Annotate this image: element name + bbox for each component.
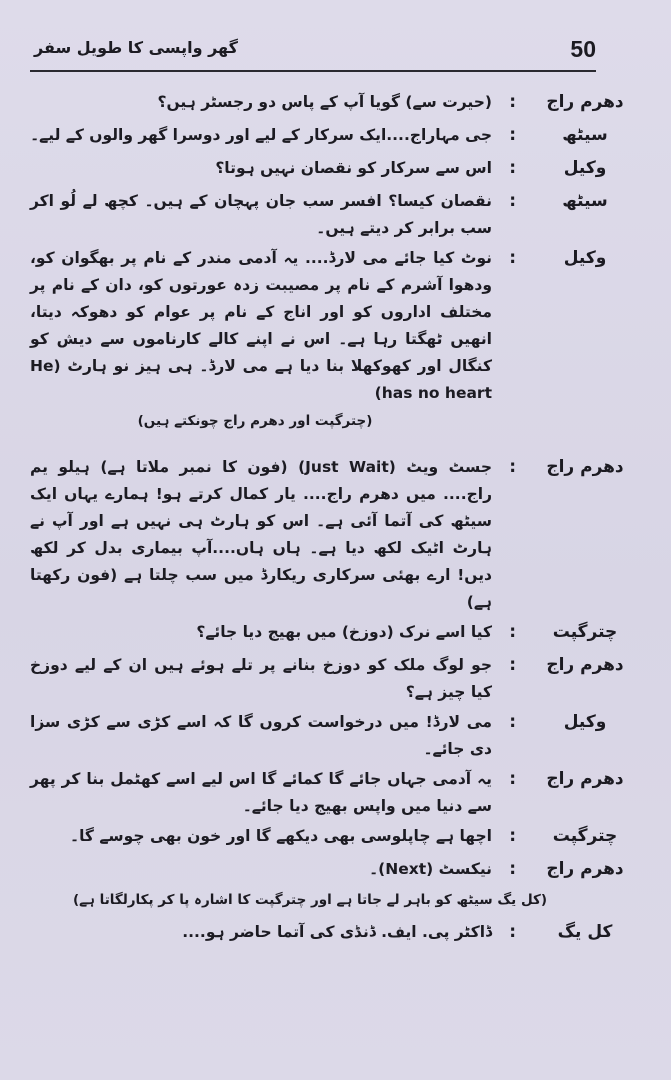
dialogue-line (30, 451, 630, 616)
speaker-name: وکیل (563, 158, 607, 178)
dialogue-text: ڈاکٹر پی. ایف. ڈنڈی کی آتما حاضر ہو.... (182, 923, 492, 941)
page-header (30, 36, 596, 72)
colon: : (509, 158, 516, 178)
colon: : (509, 655, 516, 675)
speaker-name: دھرم راج (546, 92, 624, 112)
speaker-name: دھرم راج (546, 457, 624, 477)
dialogue-text: جی مہاراج....ایک سرکار کے لیے اور دوسرا گھر والوں کے لیے۔ (30, 126, 492, 144)
dialogue-text: اچھا ہے چاپلوسی بھی دیکھے گا اور خون بھی چوسے گا۔ (70, 827, 492, 845)
page-number: 50 (570, 36, 596, 62)
dialogue-text: نوٹ کیا جائے می لارڈ.... یہ آدمی مندر کے نام پر بھگوان کو، ودھوا آشرم کے نام پر مصیبت زدہ عورتوں کو، دان کے نام پر مختلف اداروں کو اور اناج کے نام پر عوام کو دھوکہ دیتا، انھیں ٹھگتا رہا ہے۔ اس نے اپنے کالے کارناموں سے دیش کو کنگال اور کھوکھلا بنا دیا ہے می لارڈ۔ ہی ہیز نو ہارٹ (He has no heart) (30, 249, 492, 402)
dialogue-text: نقصان کیسا؟ افسر سب جان پہچان کے ہیں۔ کچھ لے لُو اکر سب برابر کر دیتے ہیں۔ (30, 192, 492, 237)
dialogue-line (30, 763, 630, 820)
dialogue-line (30, 152, 630, 185)
colon: : (509, 457, 516, 477)
speaker-name: سیٹھ (562, 125, 608, 145)
colon: : (509, 922, 516, 942)
dialogue-text: (حیرت سے) گویا آپ کے پاس دو رجسٹر ہیں؟ (157, 93, 492, 111)
speaker-name: کل یگ (557, 922, 613, 942)
speaker-name: دھرم راج (546, 769, 624, 789)
dialogue-line (30, 853, 630, 886)
dialogue-text: می لارڈ! میں درخواست کروں گا کہ اسے کڑی سے کڑی سزا دی جائے۔ (30, 713, 492, 758)
speaker-name: سیٹھ (562, 191, 608, 211)
dialogue-line (30, 86, 630, 119)
speaker-name: دھرم راج (546, 859, 624, 879)
dialogue-line (30, 616, 630, 649)
speaker-name: چترگپت (552, 622, 618, 642)
dialogue-line (30, 185, 630, 242)
colon: : (509, 248, 516, 268)
colon: : (509, 622, 516, 642)
colon: : (509, 92, 516, 112)
dialogue-line (30, 649, 630, 706)
colon: : (509, 826, 516, 846)
speaker-name: چترگپت (552, 826, 618, 846)
colon: : (509, 712, 516, 732)
dialogue-line (30, 916, 630, 949)
dialogue-content (30, 86, 630, 949)
colon: : (509, 859, 516, 879)
colon: : (509, 125, 516, 145)
stage-direction: (کل یگ سیٹھ کو باہر لے جاتا ہے اور چترگپت کا اشارہ پا کر پکارلگاتا ہے) (72, 892, 548, 908)
stage-direction: (چترگپت اور دھرم راج چونکتے ہیں) (137, 413, 373, 429)
dialogue-text: جسٹ ویٹ (Just Wait) (فون کا نمبر ملاتا ہے) ہیلو یم راج.... میں دھرم راج.... یار کمال کرتے ہو! ہمارے یہاں ایک سیٹھ کی آتما آئی ہے۔ اس کو ہارٹ ہی نہیں ہے اور آپ نے ہارٹ اٹیک لکھ دیا ہے۔ ہاں ہاں....آپ بیماری بدل کر لکھ دیں! ارے بھئی سرکاری ریکارڈ میں سب چلتا ہے (فون رکھتا ہے) (30, 458, 492, 611)
dialogue-text: جو لوگ ملک کو دوزخ بنانے پر تلے ہوئے ہیں ان کے لیے دوزخ کیا چیز ہے؟ (30, 656, 492, 701)
dialogue-text: یہ آدمی جہاں جائے گا کمائے گا اس لیے اسے کھٹمل بنا کر پھر سے دنیا میں واپس بھیج دیا جائے۔ (30, 770, 492, 815)
dialogue-line (30, 706, 630, 763)
dialogue-text: نیکسٹ (Next)۔ (369, 860, 492, 878)
dialogue-line (30, 820, 630, 853)
dialogue-text: کیا اسے نرک (دوزخ) میں بھیج دیا جائے؟ (196, 623, 492, 641)
speaker-name: وکیل (563, 248, 607, 268)
speaker-name: وکیل (563, 712, 607, 732)
dialogue-text: اس سے سرکار کو نقصان نہیں ہوتا؟ (215, 159, 492, 177)
running-title: گھر واپسی کا طویل سفر (34, 38, 238, 57)
speaker-name: دھرم راج (546, 655, 624, 675)
dialogue-line (30, 119, 630, 152)
colon: : (509, 191, 516, 211)
spacer (30, 437, 630, 451)
dialogue-line (30, 242, 630, 407)
colon: : (509, 769, 516, 789)
